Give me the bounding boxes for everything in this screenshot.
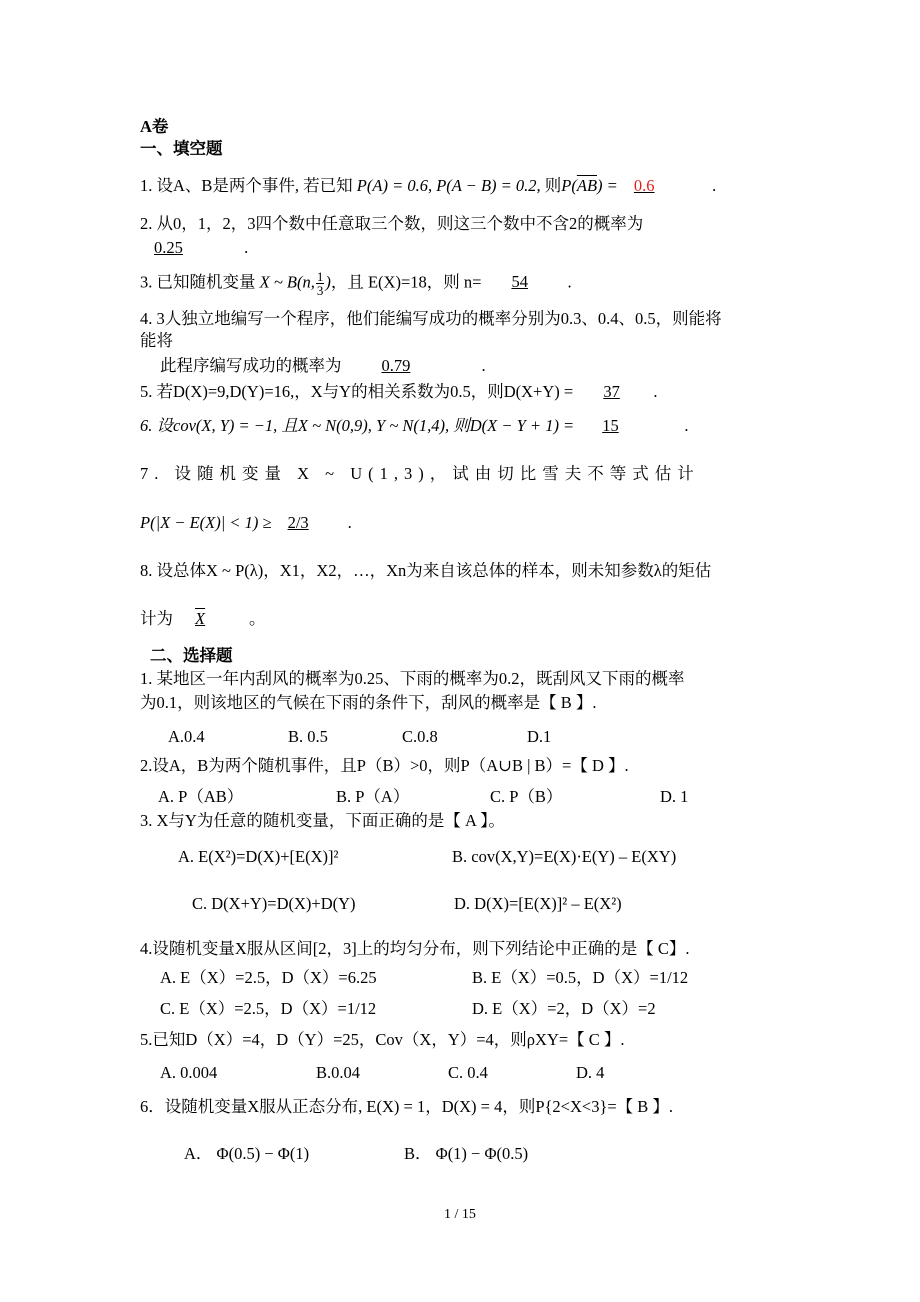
q3-fraction: $\frac{1}{3}$ bbox=[316, 269, 324, 298]
choice-question-5: 5.已知D（X）=4，D（Y）=25，Cov（X，Y）=4，则ρXY=【 C 】. bbox=[140, 1030, 625, 1049]
q7-inequality: P(|X − E(X)| < 1) ≥ bbox=[140, 513, 272, 532]
section-choice-title: 二、选择题 bbox=[150, 646, 233, 665]
c3-option-d: D. D(X)=[E(X)]² – E(X²) bbox=[454, 894, 622, 913]
c3-option-b: B. cov(X,Y)=E(X)·E(Y) – E(XY) bbox=[452, 847, 677, 866]
q5-answer: 37 bbox=[603, 382, 620, 401]
c4-option-b: B. E（X）=0.5，D（X）=1/12 bbox=[472, 968, 689, 987]
q8-answer: X bbox=[195, 609, 206, 628]
c5-option-c: C. 0.4 bbox=[448, 1063, 488, 1082]
q7-line-2: P(|X − E(X)| < 1) ≥ 2/3 . bbox=[140, 513, 352, 532]
c5-option-a: A. 0.004 bbox=[160, 1063, 218, 1082]
paper-label: A卷 bbox=[140, 117, 169, 136]
fill-question-2: 2. 从0，1，2，3四个数中任意取三个数，则这三个数中不含2的概率为 bbox=[140, 214, 644, 233]
c1-option-b: B. 0.5 bbox=[288, 727, 328, 746]
section-fill-title: 一、填空题 bbox=[140, 139, 223, 158]
fill-question-7: 7. 设随机变量 X ~ U(1,3)，试由切比雪夫不等式估计 bbox=[140, 464, 700, 483]
c4-option-c: C. E（X）=2.5，D（X）=1/12 bbox=[160, 999, 377, 1018]
c1-option-c: C.0.8 bbox=[402, 727, 438, 746]
c1-option-a: A.0.4 bbox=[168, 727, 205, 746]
fill-question-4: 4. 3人独立地编写一个程序，他们能编写成功的概率分别为0.3、0.4、0.5，则能将 bbox=[140, 309, 722, 328]
fill-question-6: 6. 设cov(X, Y) = −1, 且X ~ N(0,9), Y ~ N(1,4), 则D(X − Y + 1) = 15 . bbox=[140, 416, 689, 435]
choice-question-1-line2: 为0.1，则该地区的气候在下雨的条件下，刮风的概率是【 B 】. bbox=[140, 693, 597, 712]
choice-question-2: 2.设A，B为两个随机事件，且P（B）>0，则P（A∪B | B）=【 D 】. bbox=[140, 756, 629, 775]
c3-option-c: C. D(X+Y)=D(X)+D(Y) bbox=[192, 894, 356, 913]
c4-option-a: A. E（X）=2.5，D（X）=6.25 bbox=[160, 968, 377, 987]
c5-option-d: D. 4 bbox=[576, 1063, 605, 1082]
c2-option-a: A. P（AB） bbox=[158, 787, 244, 806]
choice-question-3: 3. X与Y为任意的随机变量，下面正确的是【 A 】。 bbox=[140, 811, 505, 830]
q3-distribution: X ~ B(n, bbox=[259, 272, 315, 292]
fill-question-3: 3. 已知随机变量 X ~ B(n, $\frac{1}{3}$ )，且 E(X)=18，则 n= 54 . bbox=[140, 269, 572, 298]
c1-option-d: D.1 bbox=[527, 727, 552, 746]
choice-question-4: 4.设随机变量X服从区间[2，3]上的均匀分布，则下列结论中正确的是【 C】. bbox=[140, 939, 690, 958]
q8-line-2: 计为 X 。 bbox=[140, 609, 266, 628]
fill-question-5: 5. 若D(X)=9,D(Y)=16,，X与Y的相关系数为0.5，则D(X+Y) = 37 . bbox=[140, 382, 658, 401]
c6-option-a: A． Φ(0.5) − Φ(1) bbox=[184, 1144, 310, 1163]
c4-option-d: D. E（X）=2，D（X）=2 bbox=[472, 999, 656, 1018]
fill-question-1: 1. 设A、B是两个事件, 若已知 P(A) = 0.6, P(A − B) = 0.2, 则$P(\overline{AB}) = 0.6$ . bbox=[140, 176, 717, 195]
c2-option-d: D. 1 bbox=[660, 787, 689, 806]
q1-answer-blank bbox=[622, 175, 704, 197]
q1-formula: P(A) = 0.6, P(A − B) = 0.2, bbox=[356, 176, 545, 195]
q3-answer: 54 bbox=[511, 272, 528, 292]
q2-answer-line: 0.25 . bbox=[140, 237, 248, 259]
c3-option-a: A. E(X²)=D(X)+[E(X)]² bbox=[178, 847, 339, 866]
q4-answer: 0.79 bbox=[381, 356, 411, 375]
c6-option-b: B． Φ(1) − Φ(0.5) bbox=[404, 1144, 529, 1163]
fill-question-8: 8. 设总体X ~ P(λ)，X1，X2，…，Xn为来自该总体的样本，则未知参数λ的矩估 bbox=[140, 561, 712, 580]
q6-answer: 15 bbox=[602, 416, 619, 435]
q7-answer: 2/3 bbox=[287, 513, 309, 532]
q1-answer: 0.6 bbox=[633, 176, 655, 195]
q2-answer: 0.25 bbox=[154, 238, 183, 257]
c2-option-c: C. P（B） bbox=[490, 787, 563, 806]
choice-question-6: 6．设随机变量X服从正态分布, E(X) = 1，D(X) = 4，则P{2<X<3}=【 B 】. bbox=[140, 1097, 674, 1116]
q4-line-2: 此程序编写成功的概率为 0.79 . bbox=[160, 356, 486, 375]
choice-question-1: 1. 某地区一年内刮风的概率为0.25、下雨的概率为0.2，既刮风又下雨的概率 bbox=[140, 669, 685, 688]
page-number: 1 / 15 bbox=[444, 1207, 476, 1222]
c2-option-b: B. P（A） bbox=[336, 787, 410, 806]
q1-text: 1. 设A、B是两个事件, 若已知 bbox=[140, 176, 353, 195]
c5-option-b: B.0.04 bbox=[316, 1063, 361, 1082]
